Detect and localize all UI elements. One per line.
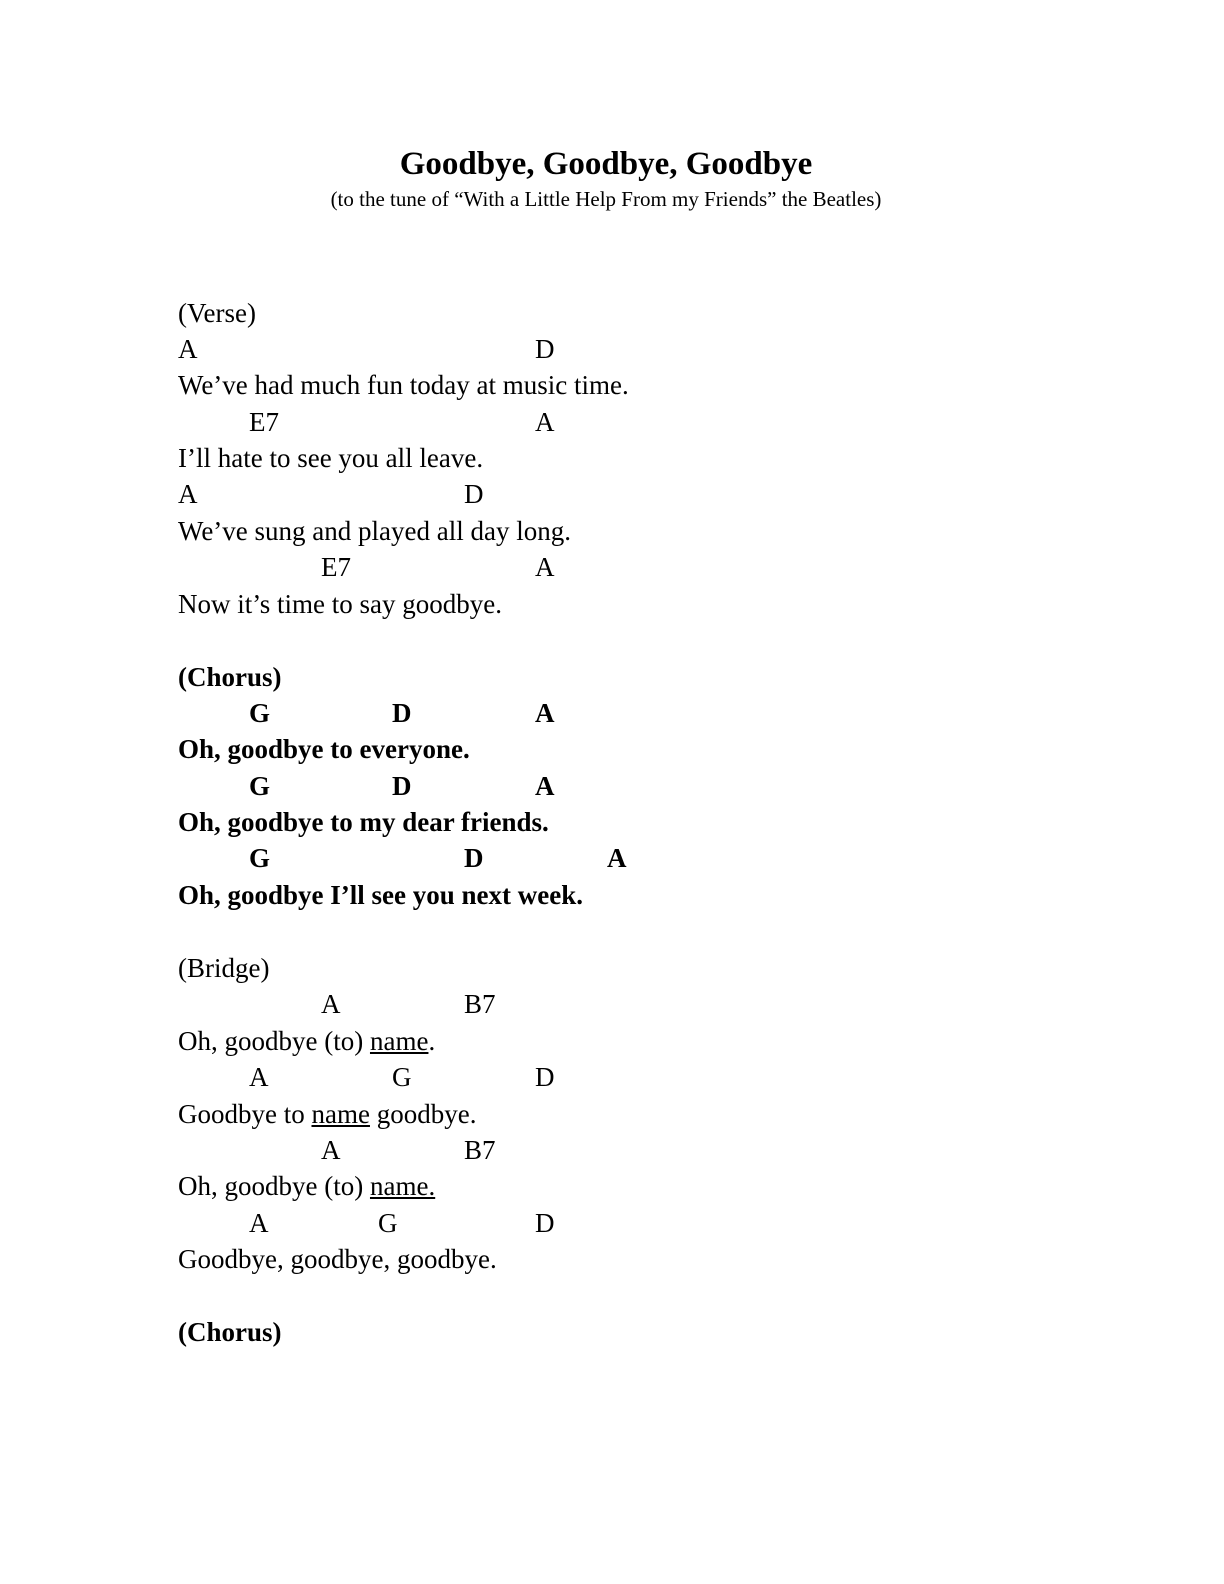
chord: D — [392, 698, 412, 728]
lyric-line — [178, 1096, 476, 1132]
name-placeholder: name — [311, 1099, 370, 1129]
chord: A — [321, 989, 341, 1019]
chord: G — [392, 1062, 412, 1092]
lyric-line: Goodbye, goodbye, goodbye. — [178, 1244, 497, 1274]
lyric-text: Goodbye to — [178, 1099, 312, 1129]
lyric-line: Oh, goodbye I’ll see you next week. — [178, 880, 583, 910]
chord: A — [321, 1135, 341, 1165]
chord: D — [535, 1208, 555, 1238]
verse-label: (Verse) — [178, 298, 256, 328]
chord: G — [249, 771, 271, 801]
lyric-line: We’ve sung and played all day long. — [178, 516, 571, 546]
chord: B7 — [464, 989, 496, 1019]
chord: A — [535, 698, 555, 728]
chord-line — [178, 476, 878, 512]
lyric-line: I’ll hate to see you all leave. — [178, 443, 484, 473]
lyric-text: . — [428, 1026, 436, 1056]
chord: E7 — [321, 552, 351, 582]
chord-line — [178, 404, 878, 440]
chord-line — [178, 1205, 878, 1241]
chorus-label: (Chorus) — [178, 662, 282, 692]
bridge-label: (Bridge) — [178, 953, 270, 983]
song-subtitle: (to the tune of “With a Little Help From my Friends” the Beatles) — [330, 187, 882, 211]
chord: A — [535, 407, 555, 437]
chord: D — [464, 843, 484, 873]
chord: A — [535, 552, 555, 582]
lyric-line — [178, 1168, 435, 1204]
lyric-line: Now it’s time to say goodbye. — [178, 589, 502, 619]
closing-chorus-label: (Chorus) — [178, 1317, 282, 1347]
chord: A — [535, 771, 555, 801]
chord: D — [392, 771, 412, 801]
song-title: Goodbye, Goodbye, Goodbye — [399, 146, 813, 182]
name-placeholder: name. — [369, 1171, 436, 1201]
chord: D — [535, 1062, 555, 1092]
lyric-line: We’ve had much fun today at music time. — [178, 370, 629, 400]
chord-line — [178, 768, 878, 804]
lyric-line — [178, 1023, 435, 1059]
chord: G — [249, 843, 271, 873]
lyric-text: goodbye. — [369, 1099, 477, 1129]
lyric-line: Oh, goodbye to everyone. — [178, 734, 470, 764]
lyric-text: Oh, goodbye (to) — [178, 1171, 370, 1201]
chord-line — [178, 695, 878, 731]
chord-line — [178, 986, 878, 1022]
chord: A — [178, 479, 198, 509]
lyric-line: Oh, goodbye to my dear friends. — [178, 807, 549, 837]
chord: B7 — [464, 1135, 496, 1165]
chord: A — [178, 334, 198, 364]
chord-line — [178, 331, 878, 367]
chord-line — [178, 1059, 878, 1095]
chord: D — [464, 479, 484, 509]
chord-line — [178, 840, 878, 876]
chord: A — [249, 1062, 269, 1092]
chord-line — [178, 549, 878, 585]
chord: E7 — [249, 407, 279, 437]
chord: D — [535, 334, 555, 364]
chord: G — [378, 1208, 398, 1238]
chord: A — [607, 843, 627, 873]
name-placeholder: name — [369, 1026, 429, 1056]
chord-line — [178, 1132, 878, 1168]
chord: A — [249, 1208, 269, 1238]
lyric-text: Oh, goodbye (to) — [178, 1026, 370, 1056]
chord: G — [249, 698, 271, 728]
